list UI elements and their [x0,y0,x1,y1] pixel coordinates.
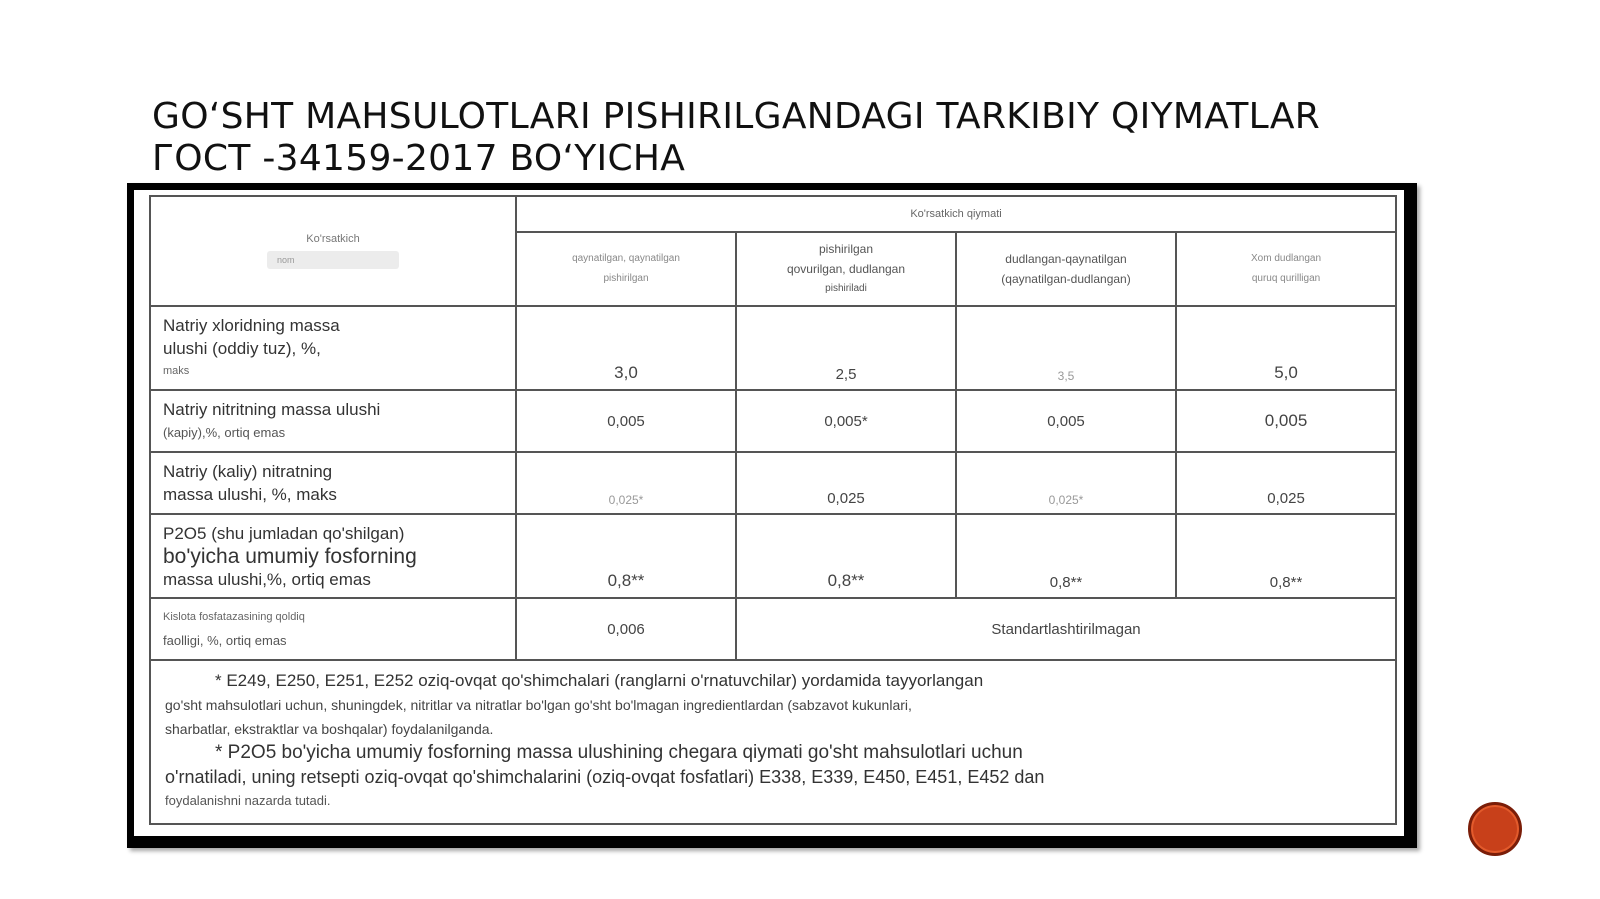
row-3-value-1: 0,025* [516,452,736,514]
slide-title-line1: GO‘SHT MAHSULOTLARI PISHIRILGANDAGI TARKIBIY QIYMATLAR [152,96,1321,137]
row-4-indicator [150,514,516,598]
slide-title-line2: ГОСТ -34159-2017 BO‘YICHA [152,138,686,179]
header-col-3-line1: dudlangan-qaynatilgan [1005,252,1127,266]
row-5-indicator-line2: faolligi, %, ortiq emas [163,633,287,648]
row-4-value-3: 0,8** [956,514,1176,598]
row-2-value-4: 0,005 [1176,390,1396,452]
row-3-value-4: 0,025 [1176,452,1396,514]
note-1-line1: * E249, E250, E251, E252 oziq-ovqat qo'shimchalari (ranglarni o'rnatuvchilar) yordamida tayyorlangan [215,671,984,690]
row-2-indicator [150,390,516,452]
table-row [150,390,1396,452]
header-col-2-line1: pishirilgan [818,242,874,256]
note-1-line2: go'sht mahsulotlari uchun, shuningdek, nitritlar va nitratlar bo'lgan go'sht bo'lmagan ingredientlardan (sabzavot kukunlari, [165,697,912,713]
slide-title [152,96,1452,180]
note-1-line3: sharbatlar, ekstraktlar va boshqalar) foydalanilganda. [165,721,494,737]
table-row [150,598,1396,660]
row-2-indicator-line2: (kapiy),%, ortiq emas [163,425,286,440]
header-col-3 [956,232,1176,306]
header-col-4-line2: quruq qurilligan [1251,273,1321,284]
row-4-indicator-line2: bo'yicha umumiy fosforning [163,544,417,568]
row-4-indicator-line3: massa ulushi,%, ortiq emas [163,569,371,589]
header-col-3-line2: (qaynatilgan-dudlangan) [1001,272,1131,286]
header-col-1-line1: qaynatilgan, qaynatilgan [572,253,680,264]
table-row [150,514,1396,598]
header-indicator-sub: nom [267,251,399,269]
notes-row [150,660,1396,824]
row-4-indicator-line1: P2O5 (shu jumladan qo'shilgan) [163,523,405,543]
row-1-value-3: 3,5 [956,306,1176,390]
row-2-value-3: 0,005 [956,390,1176,452]
row-3-value-3: 0,025* [956,452,1176,514]
header-value-group: Ko'rsatkich qiymati [516,196,1396,232]
header-col-2 [736,232,956,306]
table-notes [150,660,1396,824]
row-3-indicator [150,452,516,514]
row-3-indicator-line1: Natriy (kaliy) nitratning [163,462,333,481]
note-2-line1: * P2O5 bo'yicha umumiy fosforning massa ulushining chegara qiymati go'sht mahsulotlari uchun [215,742,1023,763]
row-4-value-2: 0,8** [736,514,956,598]
header-col-1-line2: pishirilgan [603,273,649,284]
header-col-2-line2: qovurilgan, dudlangan [786,262,906,276]
note-2-line3: foydalanishni nazarda tutadi. [165,793,331,808]
row-5-value-1: 0,006 [516,598,736,660]
table-row [150,452,1396,514]
row-1-indicator-line2: ulushi (oddiy tuz), %, [163,338,321,358]
row-4-value-1: 0,8** [516,514,736,598]
row-5-indicator-line1: Kislota fosfatazasining qoldiq [163,611,305,623]
row-1-value-4: 5,0 [1176,306,1396,390]
row-5-indicator [150,598,516,660]
row-5-value-rest: Standartlashtirilmagan [736,598,1396,660]
row-4-value-4: 0,8** [1176,514,1396,598]
header-indicator-cell [150,196,516,306]
row-3-value-2: 0,025 [736,452,956,514]
row-1-indicator-line1: Natriy xloridning massa [163,315,340,335]
gost-table [149,195,1397,825]
row-2-value-1: 0,005 [516,390,736,452]
header-col-2-line3: pishiriladi [825,283,867,294]
note-2-line2: o'rnatiladi, uning retsepti oziq-ovqat qo'shimchalarini (oziq-ovqat fosfatlari) E338, E339, E450, E451, E452 dan [165,767,1045,787]
header-col-4 [1176,232,1396,306]
row-1-value-2: 2,5 [736,306,956,390]
row-2-value-2: 0,005* [736,390,956,452]
header-col-1 [516,232,736,306]
table-image-frame [127,183,1417,848]
next-slide-button[interactable] [1468,802,1522,856]
header-indicator-label: Ko'rsatkich [306,233,360,245]
row-3-indicator-line2: massa ulushi, %, maks [163,485,337,504]
header-col-4-line1: Xom dudlangan [1250,253,1322,264]
row-1-indicator-line3: maks [163,364,190,377]
row-1-value-1: 3,0 [516,306,736,390]
table-row [150,306,1396,390]
row-1-indicator [150,306,516,390]
row-2-indicator-line1: Natriy nitritning massa ulushi [163,400,381,419]
